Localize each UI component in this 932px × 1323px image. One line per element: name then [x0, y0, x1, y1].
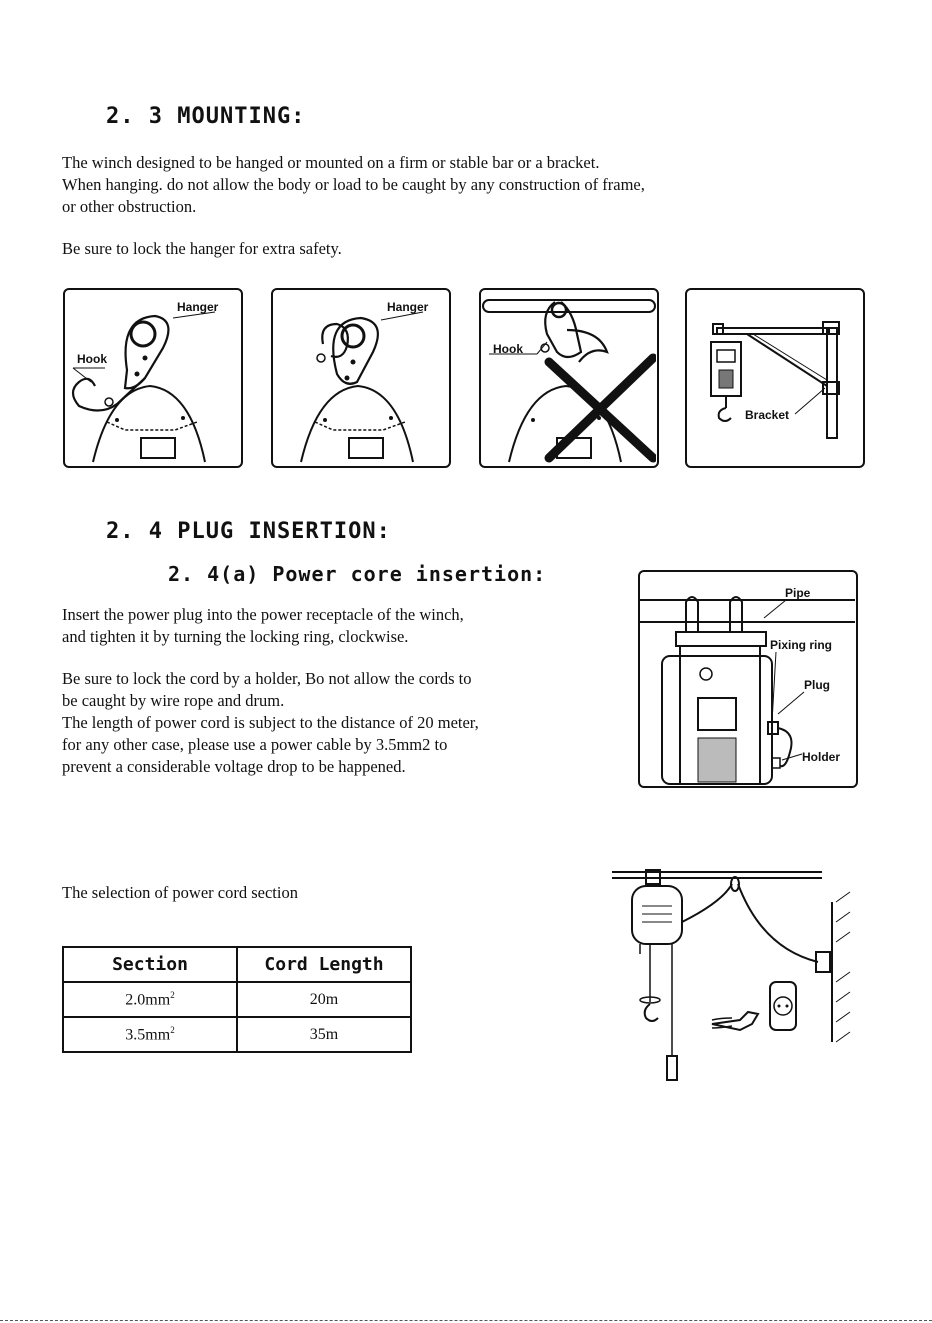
- hanger-label: Hanger: [177, 300, 219, 314]
- table-row: [63, 982, 411, 1017]
- table-cell-section: $3.5mm^2$: [63, 1017, 237, 1052]
- pipe-label: Pipe: [785, 586, 811, 600]
- text-line: prevent a considerable voltage drop to be happened.: [62, 757, 406, 776]
- hanger-label: Hanger: [387, 300, 429, 314]
- incorrect-mounting-illustration: [481, 290, 656, 465]
- plug-paragraph-2: [62, 668, 479, 778]
- text-line: for any other case, please use a power cable by 3.5mm2 to: [62, 735, 448, 754]
- page-bottom-edge: [0, 1320, 932, 1321]
- text-line: or other obstruction.: [62, 197, 197, 216]
- bracket-label: Bracket: [745, 408, 790, 422]
- mounting-paragraph-1: [62, 152, 645, 218]
- figure-plug-insertion: [638, 570, 858, 788]
- plug-label: Plug: [804, 678, 830, 692]
- hanger-hook-illustration: [65, 290, 240, 465]
- table-row: [63, 1017, 411, 1052]
- text-line: The length of power cord is subject to the distance of 20 meter,: [62, 713, 479, 732]
- text-line: When hanging. do not allow the body or load to be caught by any construction of frame,: [62, 175, 645, 194]
- hook-label: Hook: [493, 342, 523, 356]
- selection-title: The selection of power cord section: [62, 883, 298, 902]
- figure-bracket: [685, 288, 865, 468]
- section-heading-plug-insertion: 2. 4 PLUG INSERTION:: [106, 519, 391, 544]
- holder-label: Holder: [802, 750, 841, 764]
- fixing-ring-label: Pixing ring: [770, 638, 833, 652]
- table-header-row: [63, 947, 411, 982]
- table-cell-section: $2.0mm^2$: [63, 982, 237, 1017]
- mounting-paragraph-2: Be sure to lock the hanger for extra safety.: [62, 239, 342, 258]
- table-cell-length: 35m: [237, 1017, 411, 1052]
- subheading-power-core-insertion: 2. 4(a) Power core insertion:: [168, 562, 547, 586]
- column-header-cord-length: Cord Length: [237, 947, 411, 982]
- column-header-section: Section: [63, 947, 237, 982]
- table-cell-length: 20m: [237, 982, 411, 1017]
- figure-hanger-correct: [63, 288, 243, 468]
- section-heading-mounting: 2. 3 MOUNTING:: [106, 104, 306, 129]
- text-line: The winch designed to be hanged or mounted on a firm or stable bar or a bracket.: [62, 153, 600, 172]
- text-line: and tighten it by turning the locking ring, clockwise.: [62, 627, 409, 646]
- text-line: be caught by wire rope and drum.: [62, 691, 285, 710]
- locked-hanger-illustration: [273, 290, 448, 465]
- hook-label: Hook: [77, 352, 107, 366]
- text-line: Be sure to lock the cord by a holder, Bo not allow the cords to: [62, 669, 472, 688]
- cord-section-table: [62, 946, 412, 1053]
- figure-hook-incorrect: [479, 288, 659, 468]
- winch-wall-socket-illustration: [612, 862, 857, 1084]
- text-line: Insert the power plug into the power receptacle of the winch,: [62, 605, 464, 624]
- figure-hanger-locked: [271, 288, 451, 468]
- plug-paragraph-1: [62, 604, 464, 648]
- bracket-mounting-illustration: [687, 290, 862, 465]
